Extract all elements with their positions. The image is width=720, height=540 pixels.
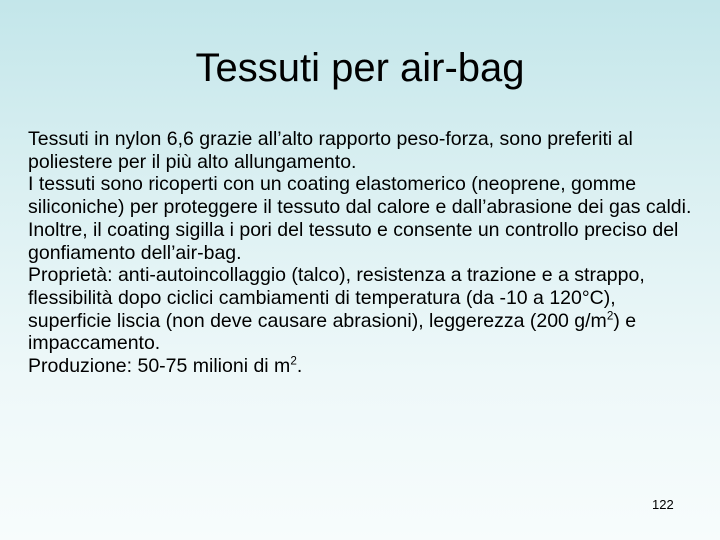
paragraph-production xyxy=(28,355,698,378)
paragraph-nylon: Tessuti in nylon 6,6 grazie all’alto rapporto peso-forza, sono preferiti al poliestere per il più alto allungamento. xyxy=(28,128,633,173)
properties-text-end: ) e impaccamento. xyxy=(28,309,637,355)
paragraph-properties xyxy=(28,264,698,355)
properties-text: Proprietà: anti-autoincollaggio (talco), resistenza a trazione e a strappo, flessibilità dopo ciclici cambiamenti di temperatura (da -10 a 120°C), superficie liscia (non deve causare abrasioni), leggerezza (200 g/m xyxy=(28,264,645,332)
page-number: 122 xyxy=(652,497,674,512)
slide-title: Tessuti per air-bag xyxy=(195,46,525,90)
slide-body xyxy=(28,128,698,378)
production-text: Produzione: 50-75 milioni di m xyxy=(28,355,291,378)
superscript-2: 2 xyxy=(606,309,614,323)
superscript-2: 2 xyxy=(290,354,297,368)
production-text-end: . xyxy=(296,355,303,378)
paragraph-coating: I tessuti sono ricoperti con un coating elastomerico (neoprene, gomme siliconiche) per proteggere il tessuto dal calore e dall’abrasione dei gas caldi. Inoltre, il coating sigilla i pori del tessuto e consente un controllo preciso del gonfiamento dell’air-bag. xyxy=(28,173,692,264)
